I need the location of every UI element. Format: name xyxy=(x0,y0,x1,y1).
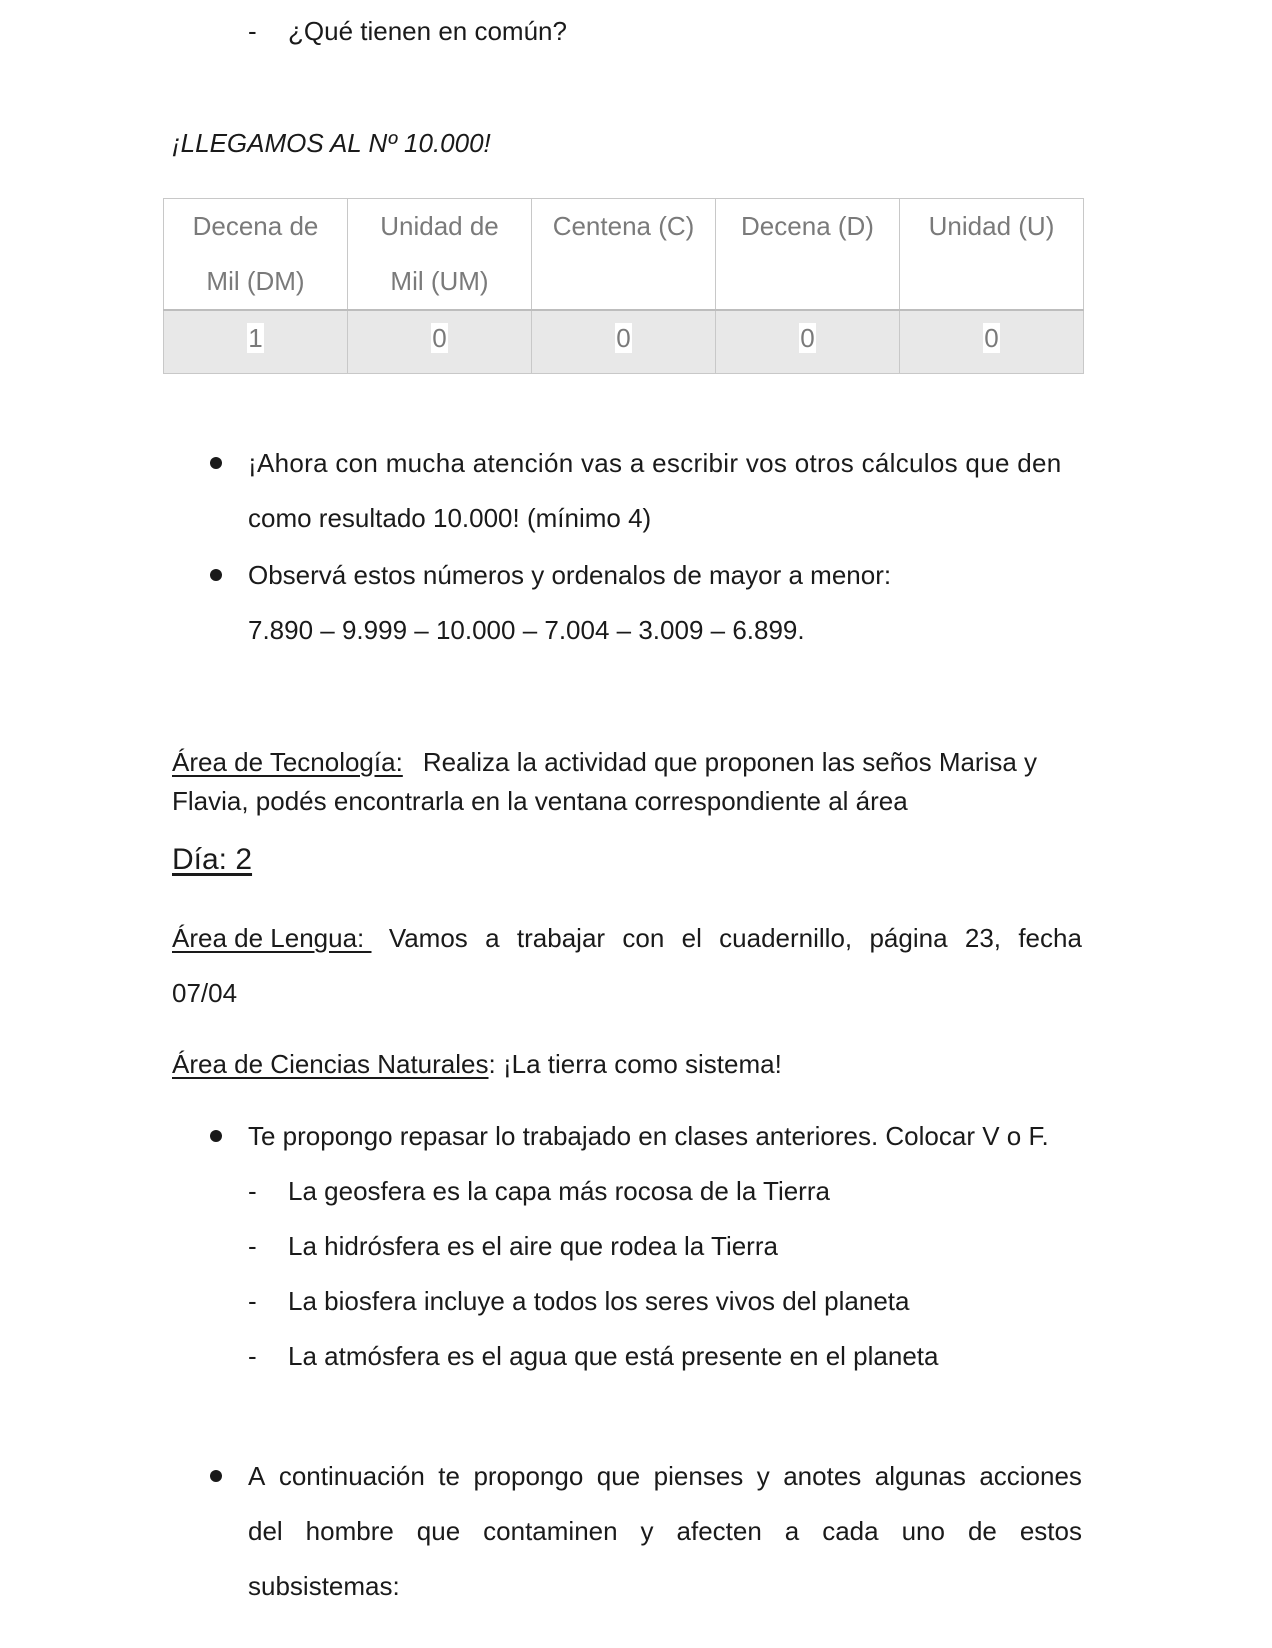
naturales-label: Área de Ciencias Naturales xyxy=(172,1049,489,1079)
cell-c: 0 xyxy=(532,310,716,374)
calc-bullet-line1: ¡Ahora con mucha atención vas a escribir vos otros cálculos que den xyxy=(248,448,1062,478)
day-title: Día: 2 xyxy=(172,843,253,876)
header-u: Unidad (U) xyxy=(900,199,1084,311)
lengua-paragraph-line2: 07/04 xyxy=(172,978,238,1008)
naturales-text: : ¡La tierra como sistema! xyxy=(488,1049,782,1079)
common-question-item xyxy=(248,16,848,48)
cell-u: 0 xyxy=(900,310,1084,374)
tecnologia-paragraph-line1 xyxy=(172,747,1037,777)
lengua-paragraph-line1: Área de Lengua: Vamos a trabajar con el cuadernillo, página 23, fecha xyxy=(172,923,1082,953)
place-value-table xyxy=(163,198,1084,374)
actions-bullet-line2: del hombre que contaminen y afecten a cada uno de estos xyxy=(248,1516,1082,1546)
lengua-label: Área de Lengua: xyxy=(172,923,372,953)
vf-item: - La geosfera es la capa más rocosa de la Tierra xyxy=(248,1176,830,1206)
bullet-icon xyxy=(210,569,222,581)
header-um: Unidad de Mil (UM) xyxy=(348,199,532,311)
vf-item: - La biosfera incluye a todos los seres vivos del planeta xyxy=(248,1286,910,1316)
common-question-text: ¿Qué tienen en común? xyxy=(288,16,567,46)
header-c: Centena (C) xyxy=(532,199,716,311)
table-header-row xyxy=(164,199,1084,311)
actions-bullet-line3: subsistemas: xyxy=(248,1571,400,1601)
calc-bullet-line2: como resultado 10.000! (mínimo 4) xyxy=(248,503,652,533)
order-bullet-line1: Observá estos números y ordenalos de mayor a menor: xyxy=(248,560,892,590)
vf-item: - La atmósfera es el agua que está presente en el planeta xyxy=(248,1341,939,1371)
table-row xyxy=(164,310,1084,374)
header-dm: Decena de Mil (DM) xyxy=(164,199,348,311)
tecnologia-label: Área de Tecnología: xyxy=(172,747,403,777)
cell-d: 0 xyxy=(716,310,900,374)
bullet-icon xyxy=(210,1470,222,1482)
order-numbers: 7.890 – 9.999 – 10.000 – 7.004 – 3.009 – 6.899. xyxy=(248,615,805,645)
vf-item: - La hidrósfera es el aire que rodea la Tierra xyxy=(248,1231,778,1261)
cell-um: 0 xyxy=(348,310,532,374)
tecnologia-paragraph-line2: Flavia, podés encontrarla en la ventana correspondiente al área xyxy=(172,786,908,816)
bullet-icon xyxy=(210,1130,222,1142)
dash-marker: - xyxy=(248,16,257,46)
header-d: Decena (D) xyxy=(716,199,900,311)
naturales-paragraph xyxy=(172,1049,782,1079)
cell-dm: 1 xyxy=(164,310,348,374)
actions-bullet-line1: A continuación te propongo que pienses y anotes algunas acciones xyxy=(248,1461,1082,1491)
section-heading: ¡LLEGAMOS AL Nº 10.000! xyxy=(172,128,491,158)
vf-bullet-text: Te propongo repasar lo trabajado en clases anteriores. Colocar V o F. xyxy=(248,1121,1049,1151)
tecnologia-text: Realiza la actividad que proponen las seños Marisa y xyxy=(422,747,1038,777)
bullet-icon xyxy=(210,457,222,469)
